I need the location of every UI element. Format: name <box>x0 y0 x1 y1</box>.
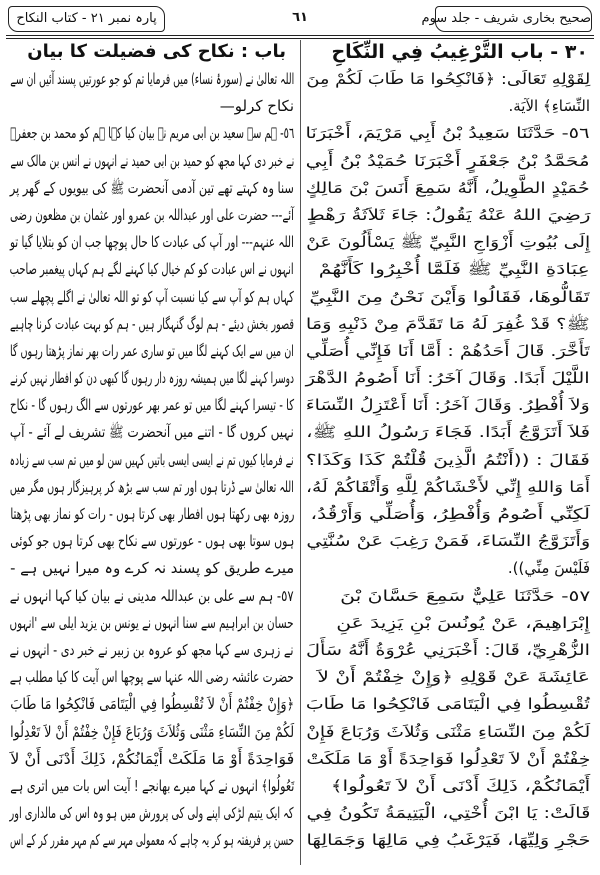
book-title-box <box>421 6 592 32</box>
arabic-line-text: وَلاَ أُفْطِرُ. وَقَالَ آخَرُ: أَنَا أَعْتَزِلُ النِّسَاءَ <box>306 396 590 415</box>
arabic-text-line <box>304 120 590 147</box>
arabic-line-text: فَلاَ أَتَزَوَّجُ أَبَدًا. فَجَاءَ رَسُولُ اللهِ ﷺ، <box>306 423 590 442</box>
column-divider <box>300 40 301 865</box>
header-rule-secondary <box>6 38 594 39</box>
arabic-line-text: أَيْمَانُكُمْ، ذَلِكَ أَدْنَى أَنْ لاَ تَعُولُوا﴾ <box>330 776 590 795</box>
page-number: ٦١ <box>292 10 308 25</box>
urdu-line-text: انہوں نے اس عبادت کو کم خیال کیا کہنے لگے ہم کہاں پیغمبر صاحب <box>10 260 294 279</box>
book-title: صحیح بخاری شریف - جلد سوم <box>421 11 591 26</box>
urdu-text-line <box>8 284 294 311</box>
arabic-line-text: رَضِيَ اللهُ عَنْهُ يَقُولُ: جَاءَ ثَلاَثَةُ رَهْطٍ <box>306 205 590 224</box>
urdu-line-text: ہوں سوتا بھی ہوں - عورتوں سے نکاح بھی کرتا ہوں جو کوئی <box>10 532 294 551</box>
urdu-line-text: ان میں سے ایک کہنے لگا میں تو ساری عمر رات بھر نماز پڑھتا رہوں گا <box>10 341 294 360</box>
arabic-line-text: لَكُمْ مِنَ النِّسَاءِ مَثْنَى وَثُلاَثَ وَرُبَاعَ فَإِنْ <box>306 722 590 741</box>
arabic-line-text: لِقَوْلِهِ تَعَالَى: ﴿فَانْكِحُوا مَا طَابَ لَكُمْ مِنَ <box>306 70 590 88</box>
urdu-text-line <box>8 93 294 120</box>
urdu-line-text: نکاح کرلو— <box>219 97 294 116</box>
urdu-text-line <box>8 773 294 800</box>
arabic-line-text: لَكِنِّي أَصُومُ وَأُفْطِرُ، وَأُصَلِّي وَأَرْقُدُ، <box>310 505 590 523</box>
urdu-line-text: میرے طریق کو پسند نہ کرے وہ میرا نہیں ہے - <box>10 559 294 578</box>
urdu-line-text: کہاں ہم کو آپ سے کیا نسبت آپ کو تو اللہ تعالیٰ نے اگلے پچھلے سب <box>10 287 294 306</box>
arabic-text-line <box>304 365 590 392</box>
arabic-text-line <box>304 256 590 283</box>
urdu-line-text: ﴿وَإِنْ خِفْتُمْ أَنْ لاَ تُقْسِطُوا فِي الْيَتَامَى فَانْكِحُوا مَا طَابَ <box>10 695 294 714</box>
arabic-text-line <box>304 637 590 664</box>
urdu-line-text: ٥٦- ہم سے سعید بن ابی مریم نے بیان کیا کہا ہم کو محمد بن جعفرؒ <box>10 124 294 143</box>
urdu-text-line <box>8 256 294 283</box>
arabic-text-line <box>304 773 590 800</box>
arabic-text-line <box>304 719 590 746</box>
arabic-line-text: وَأَتَزَوَّجُ النِّسَاءَ، فَمَنْ رَغِبَ عَنْ سُنَّتِي <box>306 532 590 551</box>
arabic-text-line <box>304 610 590 637</box>
arabic-text-line <box>304 746 590 773</box>
arabic-text-line <box>304 175 590 202</box>
urdu-text-line <box>8 419 294 446</box>
arabic-text-line <box>304 528 590 555</box>
arabic-text-line <box>304 827 590 854</box>
urdu-text-line <box>8 528 294 555</box>
arabic-text-line <box>304 338 590 365</box>
arabic-line-text: النِّسَاءِ﴾ الآيَة. <box>508 97 590 116</box>
arabic-line-text: إِلَى بُيُوتِ أَزْوَاجِ النَّبِيِّ ﷺ يَسْأَلُونَ عَنْ <box>306 233 590 252</box>
urdu-text-line <box>8 719 294 746</box>
urdu-line-text: قصور بخش دیئے - ہم لوگ گنہگار ہیں - ہم کو بہت عبادت کرنا چاہیے <box>10 314 294 333</box>
arabic-line-text: ٥٦- حَدَّثَنَا سَعِيدُ بْنُ أَبِي مَرْيَمَ، أَخْبَرَنَا <box>306 124 590 143</box>
urdu-line-text: دوسرا کہنے لگا میں ہمیشہ روزہ دار رہوں گا کبھی دن کو افطار نہیں کرنے <box>10 369 294 388</box>
urdu-line-text: کہ ایک یتیم لڑکی اپنے ولی کی پرورش میں ہو وہ اس کی مالداری اور <box>10 804 294 823</box>
urdu-text-line <box>8 691 294 718</box>
urdu-text-line <box>8 202 294 229</box>
urdu-text-line <box>8 800 294 827</box>
urdu-text-line <box>8 555 294 582</box>
arabic-line-text: عِبَادَةِ النَّبِيِّ ﷺ فَلَمَّا أُخْبِرُوا كَأَنَّهُمْ <box>319 260 590 279</box>
urdu-text-line <box>8 746 294 773</box>
urdu-text-line <box>8 148 294 175</box>
arabic-text-line <box>304 691 590 718</box>
arabic-line-text: حُمَيْدٍ الطَّوِيلُ، أَنَّهُ سَمِعَ أَنَسَ بْنَ مَالِكٍ <box>306 178 590 197</box>
urdu-line-text: حضرت عائشہ رضی اللہ عنہا سے پوچھا اس آیت کا کیا مطلب ہے <box>10 668 294 687</box>
arabic-line-text: أَمَا وَاللهِ إِنِّي لأَخْشَاكُمْ لِلَّهِ وَأَتْقَاكُمْ لَهُ، <box>306 477 590 496</box>
arabic-text-line <box>304 392 590 419</box>
urdu-line-text: سنا وہ کہتے تھے تین آدمی آنحضرت ﷺ کی بیویوں کے گھر پر <box>10 178 294 197</box>
urdu-text-column <box>8 66 294 854</box>
urdu-chapter-heading: باب : نکاح کی فضیلت کا بیان <box>27 41 286 62</box>
urdu-line-text: نے فرمایا کیوں تم نے ایسی ایسی باتیں کہیں سن لو میں تم سب سے زیادہ <box>10 450 294 469</box>
urdu-text-line <box>8 827 294 854</box>
arabic-line-text: الزُّهْرِيِّ، قَالَ: أَخْبَرَنِي عُرْوَةُ أَنَّهُ سَأَلَ <box>306 640 590 659</box>
urdu-text-line <box>8 120 294 147</box>
urdu-line-text: اللہ تعالیٰ نے (سورۂ نساء) میں فرمایا تم کو جو عورتیں پسند آئیں ان سے <box>10 70 294 88</box>
arabic-line-text: اللَّيْلَ أَبَدًا. وَقَالَ آخَرُ: أَنَا أَصُومُ الدَّهْرَ <box>306 369 590 388</box>
arabic-text-column <box>304 66 590 854</box>
urdu-text-line <box>8 583 294 610</box>
arabic-line-text: ٥٧- حَدَّثَنَا عَلِيٌّ سَمِعَ حَسَّانَ بْنَ <box>339 586 590 605</box>
arabic-line-text: فَلَيْسَ مِنِّي)). <box>507 559 590 578</box>
arabic-text-line <box>304 202 590 229</box>
urdu-line-text: روزہ بھی رکھتا ہوں افطار بھی کرتا ہوں - رات کو نماز بھی پڑھتا <box>10 505 294 523</box>
arabic-text-line <box>304 447 590 474</box>
arabic-text-line <box>304 555 590 582</box>
urdu-line-text: آئے--- حضرت علی اور عبداللہ بن عمرو اور عثمان بن مظعون رضی <box>10 205 294 224</box>
arabic-text-line <box>304 66 590 93</box>
urdu-line-text: حسن پر فریفتہ ہو کر یہ چاہے کہ معمولی مہر سے کم مہر مقرر کر کے اس <box>10 831 294 850</box>
arabic-text-line <box>304 311 590 338</box>
arabic-line-text: خِفْتُمْ أَنْ لاَ تَعْدِلُوا فَوَاحِدَةً أَوْ مَا مَلَكَتْ <box>306 749 590 768</box>
arabic-chapter-heading-box <box>308 40 588 64</box>
urdu-line-text: اللہ تعالیٰ سے ڈرتا ہوں اور تم سب سے بڑھ کر پرہیزگار ہوں مگر میں <box>10 477 294 496</box>
urdu-line-text: نے زہری سے کہا مجھ کو عروہ بن زبیر نے خبر دی - انہوں نے <box>10 640 294 659</box>
urdu-line-text: نے خبر دی کہا مجھ کو حمید بن ابی حمید نے انہوں نے انس بن مالک سے <box>10 151 294 170</box>
arabic-line-text: عَائِشَةَ عَنْ قَوْلِهِ ﴿وَإِنْ خِفْتُمْ أَنْ لاَ <box>317 668 590 687</box>
urdu-line-text: اللہ عنہم--- اور آپ کی عبادت کا حال پوچھا جب ان کو بتلایا گیا تو <box>10 233 294 252</box>
arabic-text-line <box>304 583 590 610</box>
arabic-line-text: تَأَخَّرَ. قَالَ أَحَدُهُمْ : أَمَّا أَنَا فَإِنِّي أُصَلِّي <box>306 341 590 360</box>
urdu-text-line <box>8 175 294 202</box>
urdu-line-text: ٥٧- ہم سے علی بن عبداللہ مدینی نے بیان کیا کہا انہوں نے <box>10 586 294 605</box>
arabic-text-line <box>304 501 590 528</box>
arabic-line-text: حَجْرِ وَلِيِّهَا، فَيَرْغَبُ فِي مَالِهَا وَجَمَالِهَا <box>306 831 590 850</box>
header-rule <box>6 35 594 36</box>
arabic-text-line <box>304 148 590 175</box>
section-title: پارہ نمبر ٢١ - کتاب النکاح <box>16 11 157 26</box>
urdu-line-text: حسان بن ابراہیم سے سنا انہوں نے یونس بن یزید ایلی سے 'انہوں <box>10 613 294 632</box>
arabic-text-line <box>304 284 590 311</box>
urdu-line-text: لَكُمْ مِنَ النِّسَاءِ مَثْنَى وَثُلاَثَ وَرُبَاعَ فَإِنْ خِفْتُمْ أَنْ لاَ تَعْدِلُوا <box>10 722 294 741</box>
urdu-text-line <box>8 501 294 528</box>
urdu-text-line <box>8 365 294 392</box>
urdu-line-text: تَعُولُوا﴾ انہوں نے کہا میرے بھانجے ! آیت اس بات میں اتری ہے <box>10 776 294 795</box>
urdu-line-text: فَوَاحِدَةً أَوْ مَا مَلَكَتْ أَيْمَانُكُمْ، ذَلِكَ أَدْنَى أَنْ لاَ <box>10 749 294 768</box>
urdu-text-line <box>8 338 294 365</box>
arabic-line-text: تَقَالُّوهَا، فَقَالُوا وَأَيْنَ نَحْنُ مِنَ النَّبِيِّ <box>309 287 590 306</box>
arabic-chapter-heading: ٣٠ - باب التَّرْغِيبُ فِي النِّكَاحِ <box>331 41 588 63</box>
arabic-line-text: قَالَتْ: يَا ابْنَ أُخْتِي، الْيَتِيمَةُ تَكُونُ فِي <box>306 804 590 823</box>
urdu-text-line <box>8 311 294 338</box>
urdu-text-line <box>8 610 294 637</box>
arabic-line-text: إِبْرَاهِيمَ، عَنْ يُونُسَ بْنِ يَزِيدَ عَنِ <box>336 613 590 632</box>
urdu-text-line <box>8 474 294 501</box>
urdu-line-text: کا - تیسرا کہنے لگا میں تو عمر بھر عورتوں سے الگ رہوں گا - نکاح <box>10 396 294 415</box>
urdu-text-line <box>8 637 294 664</box>
arabic-text-line <box>304 800 590 827</box>
arabic-text-line <box>304 229 590 256</box>
arabic-line-text: تُقْسِطُوا فِي الْيَتَامَى فَانْكِحُوا مَا طَابَ <box>306 695 590 714</box>
urdu-line-text: نہیں کروں گا - اتنے میں آنحضرت ﷺ تشریف لے آئے - آپ <box>10 423 294 442</box>
urdu-text-line <box>8 229 294 256</box>
section-title-box <box>8 6 165 32</box>
urdu-text-line <box>8 447 294 474</box>
urdu-text-line <box>8 664 294 691</box>
arabic-text-line <box>304 664 590 691</box>
urdu-text-line <box>8 66 294 93</box>
arabic-line-text: ﷺ؟ قَدْ غُفِرَ لَهُ مَا تَقَدَّمَ مِنْ ذَنْبِهِ وَمَا <box>306 314 590 333</box>
urdu-text-line <box>8 392 294 419</box>
arabic-text-line <box>304 93 590 120</box>
arabic-line-text: مُحَمَّدُ بْنُ جَعْفَرٍ أَخْبَرَنَا حُمَيْدُ بْنُ أَبِي <box>306 151 590 170</box>
arabic-text-line <box>304 419 590 446</box>
arabic-line-text: فَقَالَ : ((أَنْتُمُ الَّذِينَ قُلْتُمْ كَذَا وَكَذَا؟ <box>306 450 590 469</box>
urdu-chapter-heading-box <box>6 40 286 64</box>
arabic-text-line <box>304 474 590 501</box>
